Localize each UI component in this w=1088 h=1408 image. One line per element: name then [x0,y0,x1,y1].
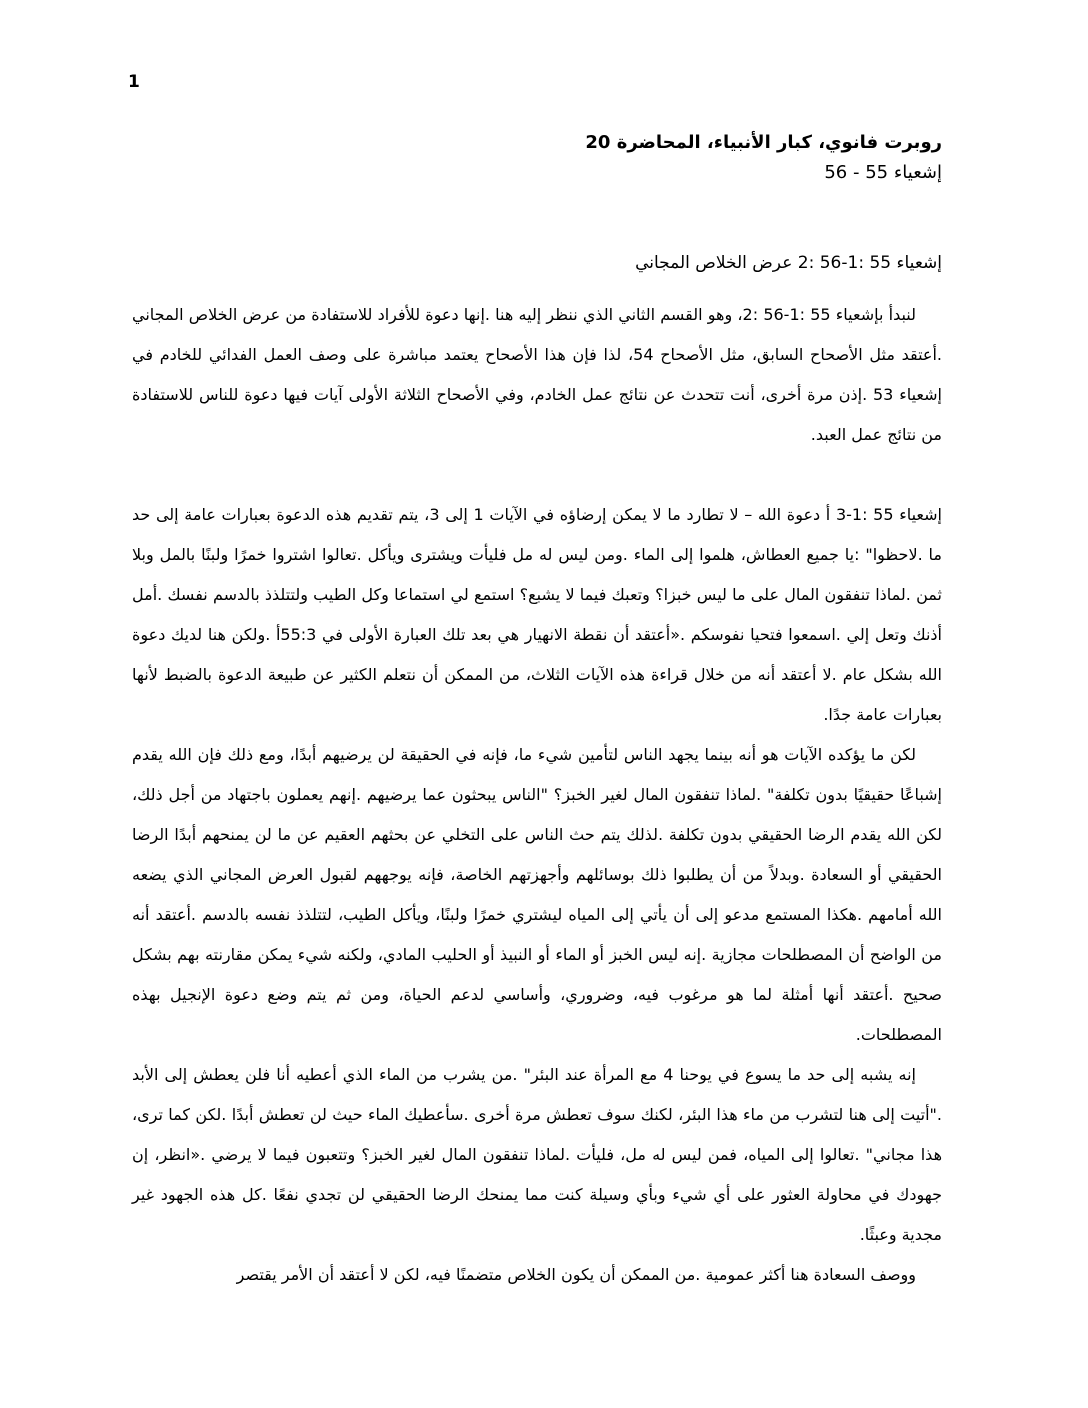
paragraph: لكن ما يؤكده الآيات هو أنه بينما يجهد الناس لتأمين شيء ما، فإنه في الحقيقة لن يرضيهم أبدًا، ومع ذلك فإن الله يقدم إشباعًا حقيقيًا بدون تكلفة" .لماذا تنفقون المال لغير الخبز؟ "الناس يبحثون عما يرضيهم .إنهم يعملون باجتهاد من أجل ذلك، لكن الله يقدم الرضا الحقيقي بدون تكلفة .لذلك يتم حث الناس على التخلي عن بحثهم العقيم عن ما لن يمنحهم أبدًا الرضا الحقيقي أو السعادة .وبدلاً من أن يطلبوا ذلك بوسائلهم وأجهزتهم الخاصة، فإنه يوجههم لقبول العرض المجاني الذي يضعه الله أمامهم .هكذا المستمع مدعو إلى أن يأتي إلى المياه ليشتري خمرًا ولبنًا، ويأكل الطيب، لتتلذذ نفسه بالدسم .أعتقد أنه من الواضح أن المصطلحات مجازية .إنه ليس الخبز أو الماء أو النبيذ أو الحليب المادي، ولكنه شيء يمكن مقارنته بهم بشكل صحيح .أعتقد أنها أمثلة لما هو مرغوب فيه، وضروري، وأساسي لدعم الحياة، ومن ثم يتم وضع دعوة الإنجيل بهذه المصطلحات. [132,745,942,1044]
paragraph: إشعياء 55 :1-3 أ دعوة الله – لا تطارد ما لا يمكن إرضاؤه في الآيات 1 إلى 3، يتم تقديم هذه الدعوة بعبارات عامة إلى حد ما .لاحظوا" :يا جميع العطاش، هلموا إلى الماء .ومن ليس له مل فليأت ويشترى ويأكل .تعالوا اشتروا خمرًا ولبنًا بالمل وبلا ثمن .لماذا تنفقون المال على ما ليس خبزا؟ وتعبك فيما لا يشبع؟ استمع لي استماعا وكل الطيب ولتتلذذ بالدسم نفسك .أمل أذنك وتعل إلي .اسمعوا فتحيا نفوسكم .«أعتقد أن نقطة الانهيار هي بعد تلك العبارة الأولى في 55:3أ .ولكن هنا لديك دعوة الله بشكل عام .لا أعتقد أنه من خلال قراءة هذه الآيات الثلاث، من الممكن أن نتعلم الكثير عن طبيعة الدعوة بالضبط لأنها بعبارات عامة جدًا. [132,505,943,724]
lecture-title: روبرت فانوي، كبار الأنبياء، المحاضرة 20 [585,132,942,153]
paragraph: لنبدأ بإشعياء 55 :1-56 :2، وهو القسم الثاني الذي ننظر إليه هنا .إنها دعوة للأفراد للاستفادة من عرض الخلاص المجاني .أعتقد مثل الأصحاح السابق، مثل الأصحاح 54، لذا فإن هذا الأصحاح يعتمد مباشرة على وصف العمل الفدائي للخادم في إشعياء 53 .إذن مرة أخرى، أنت تتحدث عن نتائج عمل الخادم، وفي الأصحاح الثلاثة الأولى آيات فيها دعوة للناس للاستفادة من نتائج عمل العبد. [132,305,943,444]
paragraph: ووصف السعادة هنا أكثر عمومية .من الممكن أن يكون الخلاص متضمنًا فيه، لكن لا أعتقد أن الأمر يقتصر [236,1265,916,1284]
section-heading: إشعياء 55 :1-56 :2 عرض الخلاص المجاني [635,253,942,273]
lecture-subtitle: إشعياء 55 - 56 [824,162,942,183]
document-body [132,128,942,1295]
paragraph: إنه يشبه إلى حد ما يسوع في يوحنا 4 مع المرأة عند البئر" .من يشرب من الماء الذي أعطيه أنا فلن يعطش إلى الأبد ."أتيت إلى هنا لتشرب من ماء هذا البئر، لكنك سوف تعطش مرة أخرى .سأعطيك الماء حيث لن تعطش أبدًا .لكن كما ترى، هذا مجاني" .تعالوا إلى المياه، فمن ليس له مل، فليأت .لماذا تنفقون المال لغير الخبز؟ وتتعبون فيما لا يرضي .«انظر، إن جهودك في محاولة العثور على أي شيء وبأي وسيلة كنت مما يمنحك الرضا الحقيقي لن تجدي نفعًا .كل هذه الجهود غير مجدية وعبثًا. [132,1065,942,1244]
page-number: 1 [128,72,140,92]
